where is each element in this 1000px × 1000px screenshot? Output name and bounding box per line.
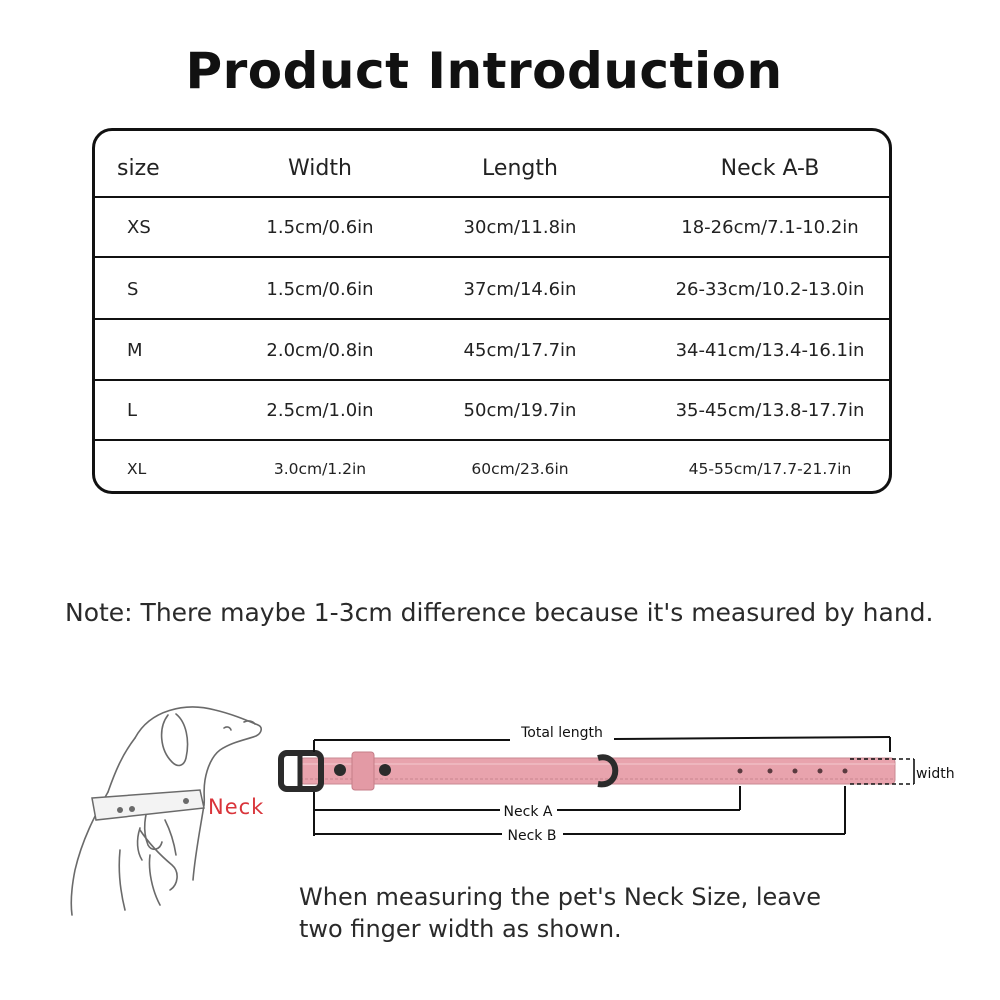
cell-width: 2.5cm/1.0in <box>266 399 374 421</box>
cell-length: 45cm/17.7in <box>463 339 577 361</box>
cell-length: 37cm/14.6in <box>463 278 577 300</box>
measurement-note: Note: There maybe 1-3cm difference because it's measured by hand. <box>65 598 934 627</box>
header-neck: Neck A-B <box>720 156 820 181</box>
cell-neck: 26-33cm/10.2-13.0in <box>675 278 865 300</box>
dog-collar-icon <box>92 790 204 820</box>
cell-length: 30cm/11.8in <box>463 216 577 238</box>
cell-size: XS <box>127 216 151 238</box>
cell-width: 1.5cm/0.6in <box>266 216 374 238</box>
cell-size: L <box>127 399 138 421</box>
table-header-row <box>95 131 889 198</box>
header-length: Length <box>482 156 558 181</box>
width-label: width <box>916 766 955 782</box>
cell-length: 50cm/19.7in <box>463 399 577 421</box>
measuring-instruction <box>299 881 821 945</box>
cell-neck: 35-45cm/13.8-17.7in <box>675 399 865 421</box>
cell-width: 3.0cm/1.2in <box>273 459 367 478</box>
neck-b-label: Neck B <box>507 828 557 844</box>
cell-neck: 45-55cm/17.7-21.7in <box>688 459 852 478</box>
table-row <box>95 443 889 494</box>
header-width: Width <box>288 156 352 181</box>
table-row <box>95 198 889 258</box>
neck-label: Neck <box>208 795 265 819</box>
cell-size: M <box>127 339 143 361</box>
cell-size: XL <box>127 459 147 478</box>
neck-a-label: Neck A <box>503 804 553 820</box>
collar-product <box>281 752 895 790</box>
cell-width: 1.5cm/0.6in <box>266 278 374 300</box>
table-row <box>95 381 889 441</box>
instruction-line-1: When measuring the pet's Neck Size, leave <box>299 883 821 911</box>
cell-neck: 34-41cm/13.4-16.1in <box>675 339 865 361</box>
instruction-line-2: two finger width as shown. <box>299 915 622 943</box>
table-row <box>95 321 889 381</box>
table-row <box>95 260 889 320</box>
cell-neck: 18-26cm/7.1-10.2in <box>681 216 859 238</box>
size-table <box>92 128 892 494</box>
cell-width: 2.0cm/0.8in <box>266 339 374 361</box>
header-size: size <box>117 156 160 181</box>
total-length-label: Total length <box>521 725 603 741</box>
cell-size: S <box>127 278 139 300</box>
page-title: Product Introduction <box>185 42 783 100</box>
cell-length: 60cm/23.6in <box>471 459 569 478</box>
